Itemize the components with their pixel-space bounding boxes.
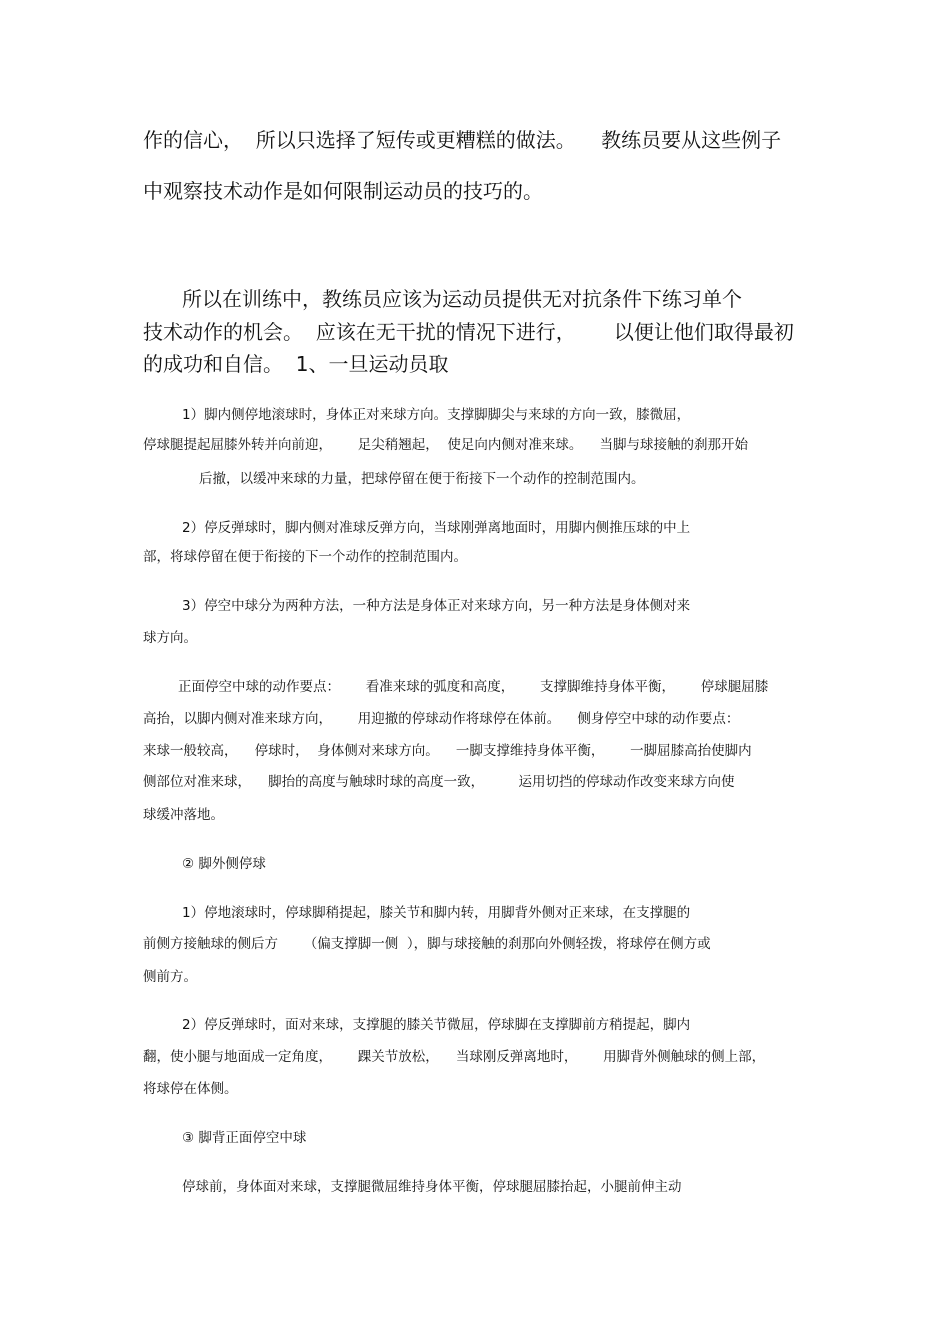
paragraph-6-line-3: 来球一般较高， 停球时， 身体侧对来球方向。 一脚支撑维持身体平衡， 一脚屈膝高抬使脚内 <box>143 743 752 759</box>
paragraph-5-line-1: 3）停空中球分为两种方法，一种方法是身体正对来球方向，另一种方法是身体侧对来 <box>182 598 691 614</box>
paragraph-6-line-1: 正面停空中球的动作要点： 看准来球的弧度和高度， 支撑脚维持身体平衡， 停球腿屈膝 <box>178 679 769 695</box>
section-heading-outer-foot: ② 脚外侧停球 <box>182 856 266 872</box>
paragraph-7-line-2: 前侧方接触球的侧后方 （偏支撑脚一侧 ），脚与球接触的刹那向外侧轻拨，将球停在侧方或 <box>143 936 711 952</box>
paragraph-6-line-4: 侧部位对准来球， 脚抬的高度与触球时球的高度一致， 运用切挡的停球动作改变来球方向使 <box>143 774 735 790</box>
paragraph-2-line-3: 的成功和自信。 1、一旦运动员取 <box>143 352 449 376</box>
paragraph-3-line-2: 停球腿提起屈膝外转并向前迎， 足尖稍翘起， 使足向内侧对准来球。 当脚与球接触的刹那开始 <box>143 437 748 453</box>
paragraph-3-line-3: 后撤，以缓冲来球的力量，把球停留在便于衔接下一个动作的控制范围内。 <box>199 471 645 487</box>
paragraph-9-line-1: 停球前，身体面对来球，支撑腿微屈维持身体平衡，停球腿屈膝抬起，小腿前伸主动 <box>182 1179 682 1195</box>
paragraph-6-line-2: 高抬，以脚内侧对准来球方向， 用迎撤的停球动作将球停在体前。 侧身停空中球的动作要点： <box>143 711 740 727</box>
paragraph-8-line-2: 翻，使小腿与地面成一定角度， 踝关节放松， 当球刚反弹离地时， 用脚背外侧触球的侧上部， <box>143 1049 766 1065</box>
paragraph-8-line-1: 2）停反弹球时，面对来球，支撑腿的膝关节微屈，停球脚在支撑脚前方稍提起，脚内 <box>182 1017 691 1033</box>
paragraph-7-line-3: 侧前方。 <box>143 969 197 985</box>
paragraph-8-line-3: 将球停在体侧。 <box>143 1081 238 1097</box>
paragraph-6-line-5: 球缓冲落地。 <box>143 807 224 823</box>
paragraph-4-line-1: 2）停反弹球时，脚内侧对准球反弹方向，当球刚弹离地面时，用脚内侧推压球的中上 <box>182 520 691 536</box>
paragraph-2-line-1: 所以在训练中，教练员应该为运动员提供无对抗条件下练习单个 <box>182 287 742 311</box>
paragraph-1-line-1: 作的信心， 所以只选择了短传或更糟糕的做法。 教练员要从这些例子 <box>143 128 782 152</box>
paragraph-5-line-2: 球方向。 <box>143 630 197 646</box>
paragraph-2-line-2: 技术动作的机会。 应该在无干扰的情况下进行， 以便让他们取得最初 <box>143 320 794 344</box>
paragraph-3-line-1: 1）脚内侧停地滚球时，身体正对来球方向。支撑脚脚尖与来球的方向一致，膝微屈， <box>182 407 691 423</box>
section-heading-instep: ③ 脚背正面停空中球 <box>182 1130 307 1146</box>
paragraph-4-line-2: 部，将球停留在便于衔接的下一个动作的控制范围内。 <box>143 549 467 565</box>
paragraph-1-line-2: 中观察技术动作是如何限制运动员的技巧的。 <box>143 179 543 203</box>
paragraph-7-line-1: 1）停地滚球时，停球脚稍提起，膝关节和脚内转，用脚背外侧对正来球，在支撑腿的 <box>182 905 691 921</box>
